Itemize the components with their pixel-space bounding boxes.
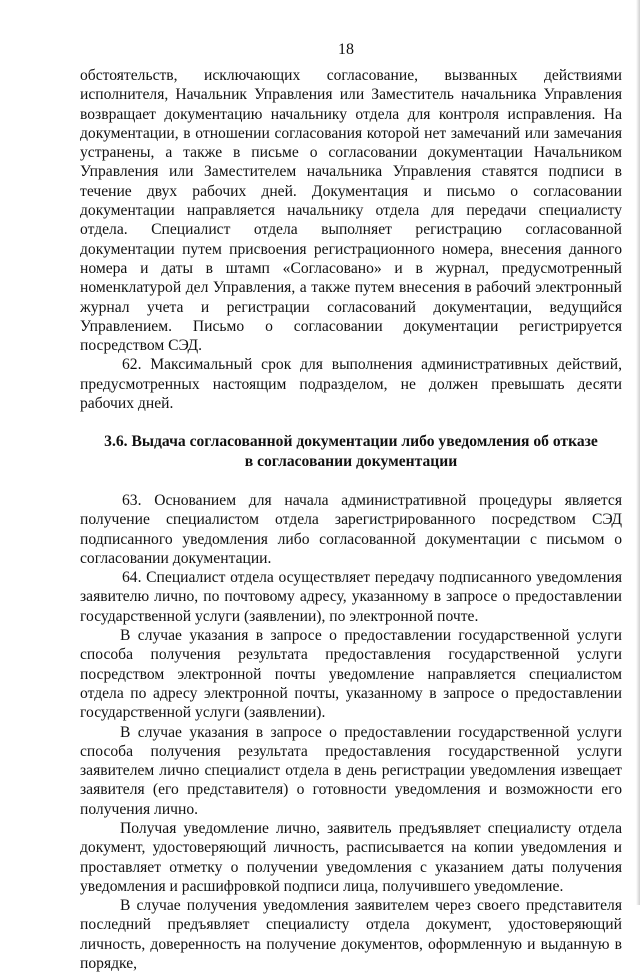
paragraph-email-delivery: В случае указания в запросе о предоставлении государственной услуги способа получения результата предоставления государственной услуги посредством электронной почты уведомление направляется специалистом отдела по адресу электронной почты, указанному в запросе о предоставлении государственной услуги (заявлении). [80,627,622,722]
page-edge-shadow [636,0,640,905]
spacer [80,413,622,432]
section-heading-line1: 3.6. Выдача согласованной документации либо уведомления об отказе [104,433,598,451]
paragraph-personal-delivery: В случае указания в запросе о предоставлении государственной услуги способа получения результата предоставления государственной услуги заявителем лично специалист отдела в день регистрации уведомления извещает заявителя (его представителя) о готовности уведомления и возможности его получения лично. [80,723,622,818]
paragraph-continuation: обстоятельств, исключающих согласование, вызванных действиями исполнителя, Начальник Управления или Заместитель начальника Управления возвращает документацию начальнику отдела для контроля исправления. На документации, в отношении согласования которой нет замечаний или замечания устранены, а также в письме о согласовании документации Начальником Управления или Заместителем начальника Управления ставятся подписи в течение двух рабочих дней. Документация и письмо о согласовании документации направляется начальнику отдела для передачи специалисту отдела. Специалист отдела выполняет регистрацию согласованной документации путем присвоения регистрационного номера, внесения данного номера и даты в штамп «Согласовано» и в журнал, предусмотренный номенклатурой дел Управления, а также путем внесения в рабочий электронный журнал учета и регистрации согласований документации, ведущийся Управлением. Письмо о согласовании документации регистрируется посредством СЭД. [80,67,622,355]
page-number: 18 [338,41,354,58]
paragraph-representative: В случае получения уведомления заявителем через своего представителя последний предъявляет специалисту отдела документ, удостоверяющий личность, доверенность на получение документов, оформленную и выданную в порядке, [80,897,622,973]
paragraph-64: 64. Специалист отдела осуществляет передачу подписанного уведомления заявителю лично, по почтовому адресу, указанному в запросе о предоставлении государственной услуги (заявлении), по электронной почте. [80,569,622,625]
paragraph-63: 63. Основанием для начала административной процедуры является получение специалистом отдела зарегистрированного посредством СЭД подписанного уведомления либо согласованной документации с письмом о согласовании документации. [80,491,622,567]
section-heading [80,432,622,471]
section-heading-line2: в согласовании документации [244,452,458,470]
paragraph-62: 62. Максимальный срок для выполнения административных действий, предусмотренных настоящим подразделом, не должен превышать десяти рабочих дней. [80,356,622,413]
paragraph-receipt-procedure: Получая уведомление лично, заявитель предъявляет специалисту отдела документ, удостоверяющий личность, расписывается на копии уведомления и проставляет отметку о получении уведомления с указанием даты получения уведомления и расшифровкой подписи лица, получившего уведомление. [80,819,622,895]
document-body [80,66,622,973]
spacer [80,471,622,491]
